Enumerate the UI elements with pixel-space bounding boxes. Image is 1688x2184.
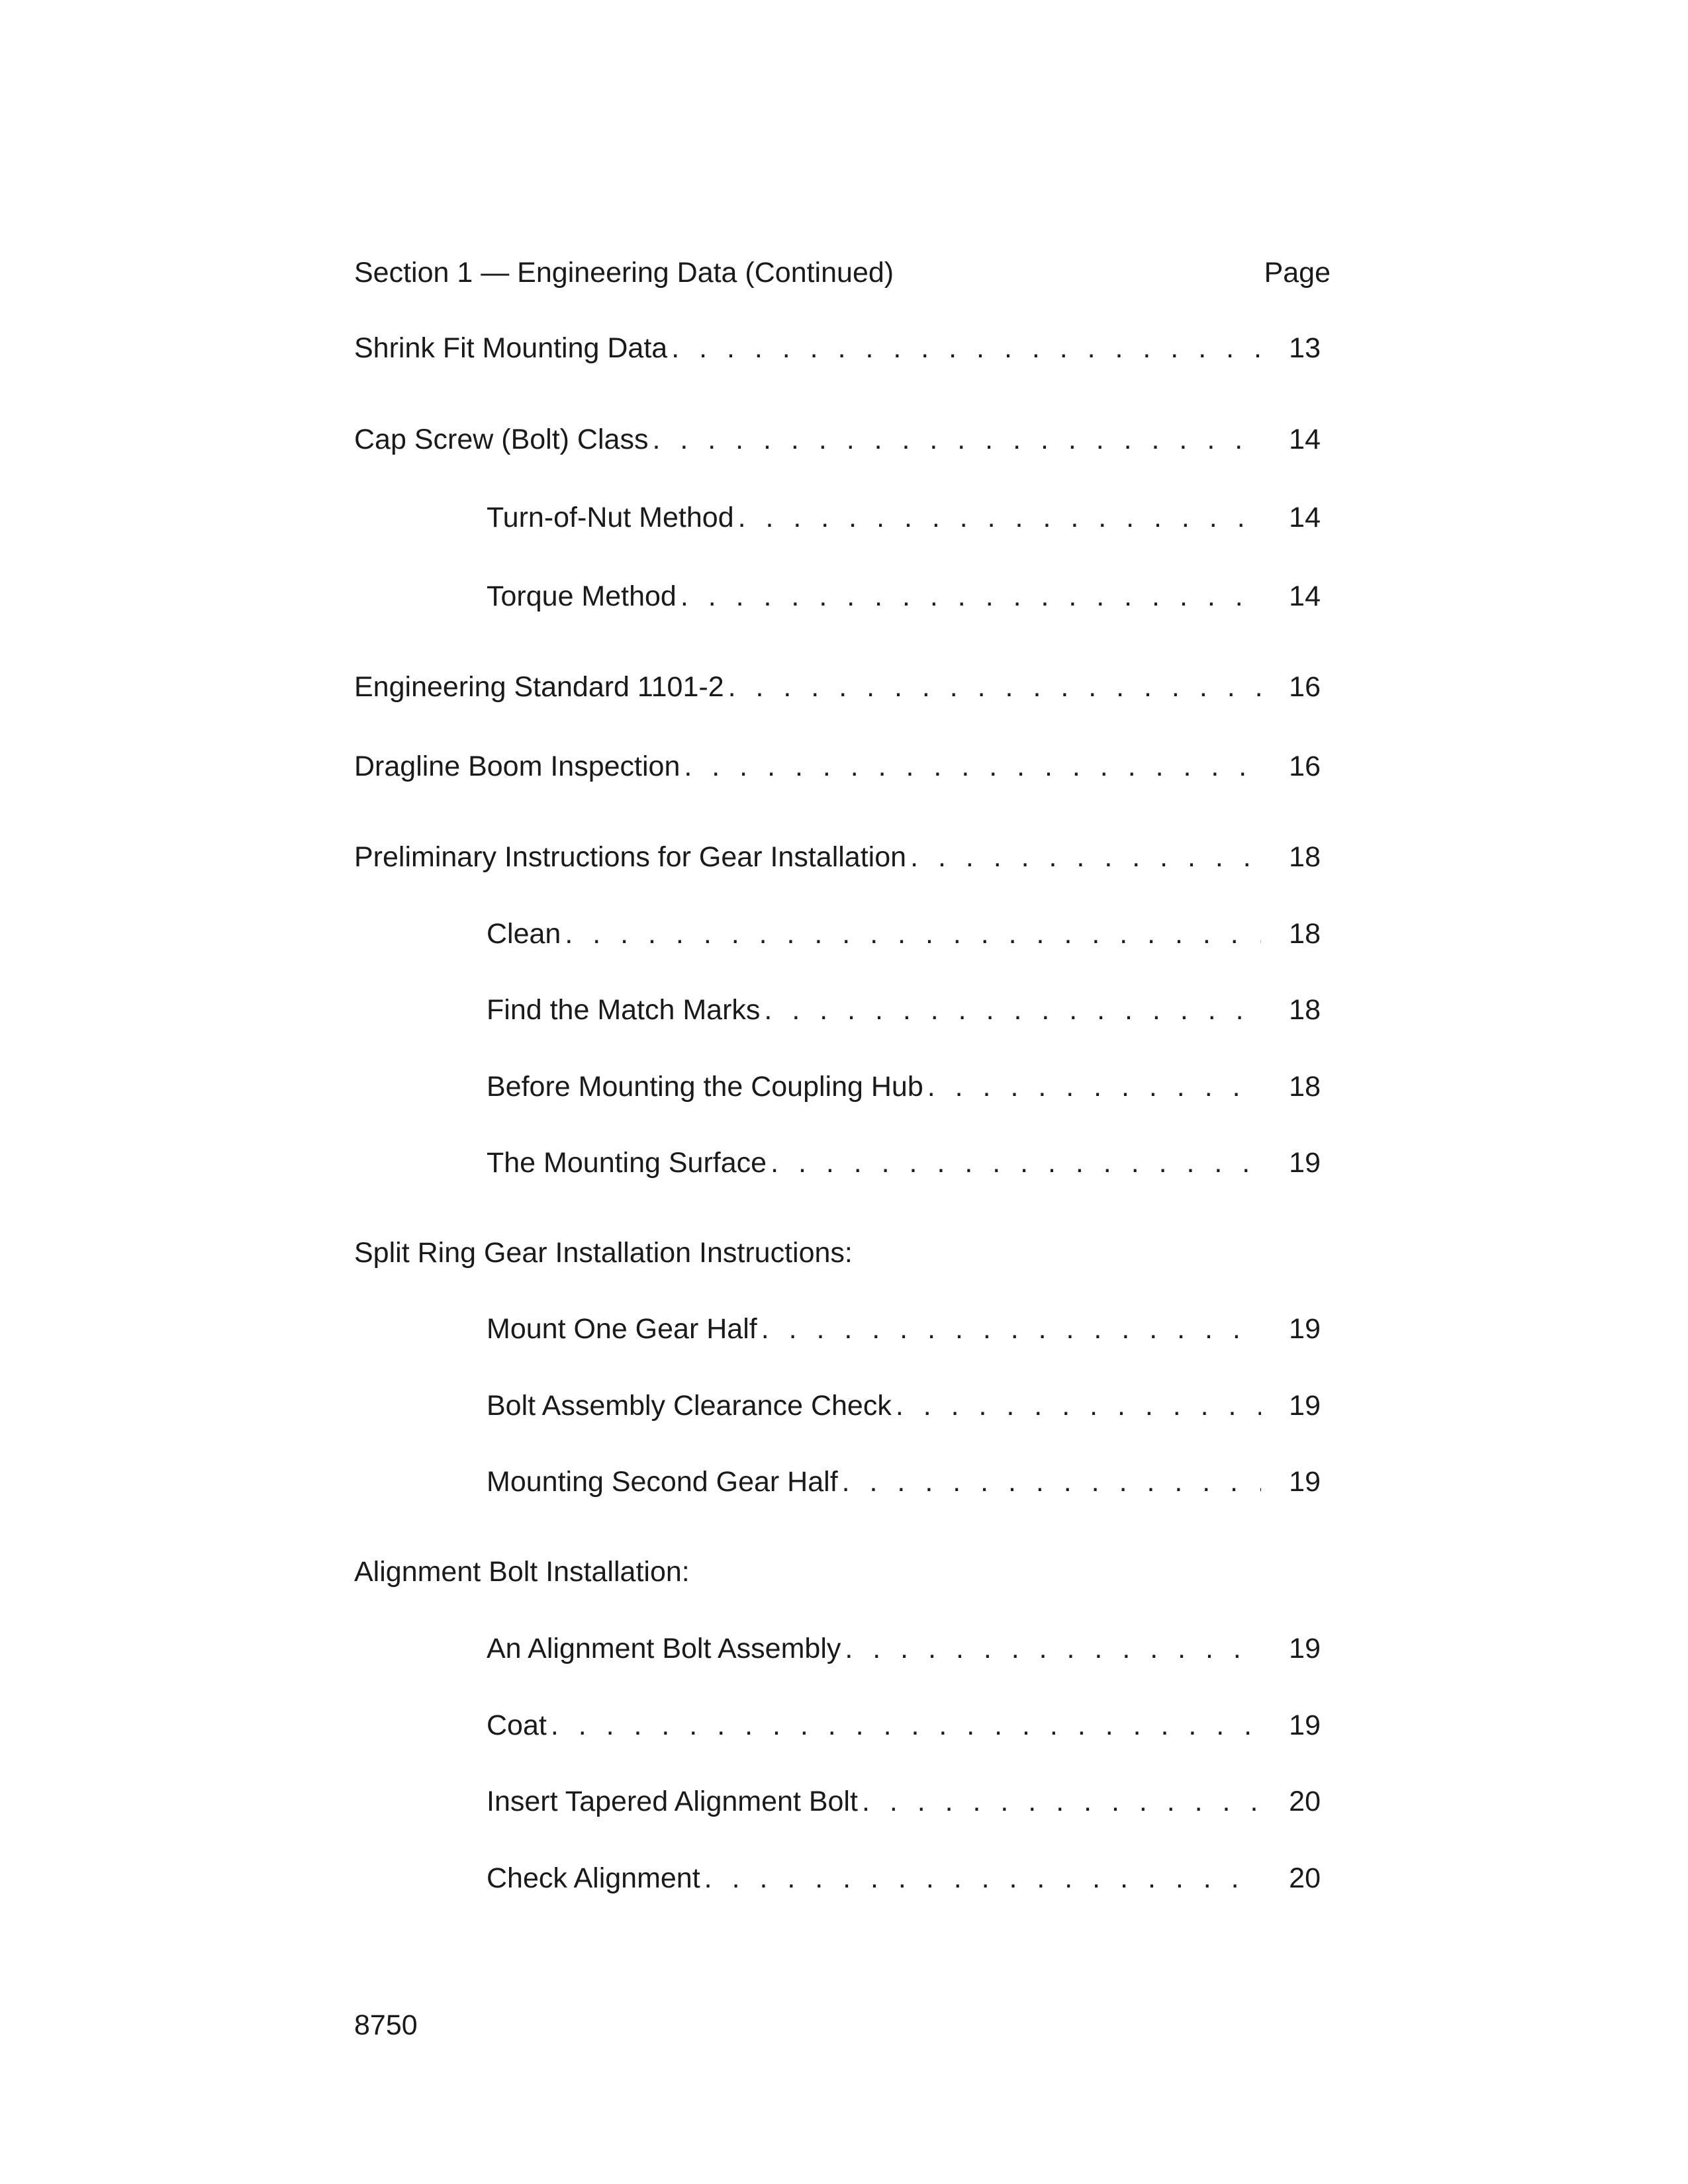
toc-entry-before-mounting-hub — [487, 1067, 1321, 1107]
toc-entry-page: 18 — [1289, 918, 1321, 950]
document-number: 8750 — [354, 2009, 418, 2041]
dot-leader — [680, 747, 1261, 786]
toc-entry-title: Preliminary Instructions for Gear Installation — [354, 841, 907, 873]
toc-entry-title: Clean — [487, 918, 561, 950]
toc-entry-title: Find the Match Marks — [487, 994, 761, 1026]
dot-leader — [858, 1782, 1261, 1821]
dot-leader — [923, 1067, 1261, 1107]
group-heading-alignment-bolt: Alignment Bolt Installation: — [354, 1556, 690, 1588]
toc-entry-torque-method — [487, 576, 1321, 616]
toc-entry-page: 19 — [1289, 1390, 1321, 1422]
toc-entry-page: 14 — [1289, 580, 1321, 612]
dot-leader — [561, 914, 1261, 954]
toc-entry-page: 19 — [1289, 1313, 1321, 1345]
toc-entry-page: 20 — [1289, 1862, 1321, 1894]
toc-entry-turn-of-nut-method — [487, 498, 1321, 537]
toc-entry-title: Insert Tapered Alignment Bolt — [487, 1786, 858, 1817]
dot-leader — [757, 1309, 1261, 1349]
toc-entry-page: 19 — [1289, 1709, 1321, 1741]
toc-entry-mount-one-gear-half — [487, 1309, 1321, 1349]
toc-entry-title: Shrink Fit Mounting Data — [354, 332, 668, 364]
toc-entry-mounting-surface — [487, 1143, 1321, 1183]
toc-entry-title: Before Mounting the Coupling Hub — [487, 1071, 923, 1103]
toc-entry-title: An Alignment Bolt Assembly — [487, 1633, 841, 1664]
toc-entry-preliminary-instructions — [354, 837, 1321, 877]
dot-leader — [700, 1858, 1261, 1898]
toc-entry-shrink-fit-mounting-data — [354, 328, 1321, 368]
page-column-label: Page — [1264, 257, 1331, 289]
toc-entry-alignment-bolt-assembly — [487, 1629, 1321, 1668]
dot-leader — [838, 1462, 1261, 1502]
toc-entry-title: Cap Screw (Bolt) Class — [354, 424, 649, 455]
toc-header — [354, 253, 1331, 293]
toc-entry-engineering-standard — [354, 667, 1321, 707]
dot-leader — [547, 1706, 1261, 1745]
toc-entry-insert-tapered-bolt — [487, 1782, 1321, 1821]
dot-leader — [648, 420, 1261, 459]
toc-entry-page: 16 — [1289, 671, 1321, 703]
toc-entry-coat — [487, 1706, 1321, 1745]
toc-entry-title: Mounting Second Gear Half — [487, 1466, 838, 1498]
toc-entry-page: 18 — [1289, 1071, 1321, 1103]
section-title: Section 1 — Engineering Data (Continued) — [354, 257, 894, 289]
toc-entry-title: Mount One Gear Half — [487, 1313, 757, 1345]
toc-entry-title: The Mounting Surface — [487, 1147, 767, 1179]
toc-entry-page: 13 — [1289, 332, 1321, 364]
toc-entry-page: 18 — [1289, 841, 1321, 873]
toc-entry-cap-screw-class — [354, 420, 1321, 459]
toc-entry-page: 19 — [1289, 1633, 1321, 1664]
toc-entry-title: Engineering Standard 1101-2 — [354, 671, 724, 703]
toc-entry-dragline-boom-inspection — [354, 747, 1321, 786]
dot-leader — [760, 990, 1261, 1030]
toc-entry-check-alignment — [487, 1858, 1321, 1898]
dot-leader — [667, 328, 1261, 368]
toc-entry-page: 19 — [1289, 1147, 1321, 1179]
dot-leader — [906, 837, 1261, 877]
toc-entry-title: Check Alignment — [487, 1862, 700, 1894]
toc-entry-title: Dragline Boom Inspection — [354, 751, 680, 782]
toc-entry-title: Torque Method — [487, 580, 677, 612]
toc-entry-find-match-marks — [487, 990, 1321, 1030]
dot-leader — [767, 1143, 1261, 1183]
toc-entry-bolt-clearance-check — [487, 1386, 1321, 1426]
dot-leader — [892, 1386, 1261, 1426]
toc-entry-page: 16 — [1289, 751, 1321, 782]
dot-leader — [734, 498, 1261, 537]
toc-entry-clean — [487, 914, 1321, 954]
dot-leader — [677, 576, 1261, 616]
group-heading-split-ring: Split Ring Gear Installation Instructions: — [354, 1237, 853, 1269]
toc-entry-page: 18 — [1289, 994, 1321, 1026]
toc-entry-title: Coat — [487, 1709, 547, 1741]
toc-entry-page: 14 — [1289, 502, 1321, 533]
toc-entry-page: 19 — [1289, 1466, 1321, 1498]
dot-leader — [841, 1629, 1261, 1668]
toc-entry-mounting-second-gear-half — [487, 1462, 1321, 1502]
toc-entry-title: Bolt Assembly Clearance Check — [487, 1390, 892, 1422]
toc-entry-title: Turn-of-Nut Method — [487, 502, 734, 533]
toc-entry-page: 20 — [1289, 1786, 1321, 1817]
dot-leader — [724, 667, 1261, 707]
toc-entry-page: 14 — [1289, 424, 1321, 455]
